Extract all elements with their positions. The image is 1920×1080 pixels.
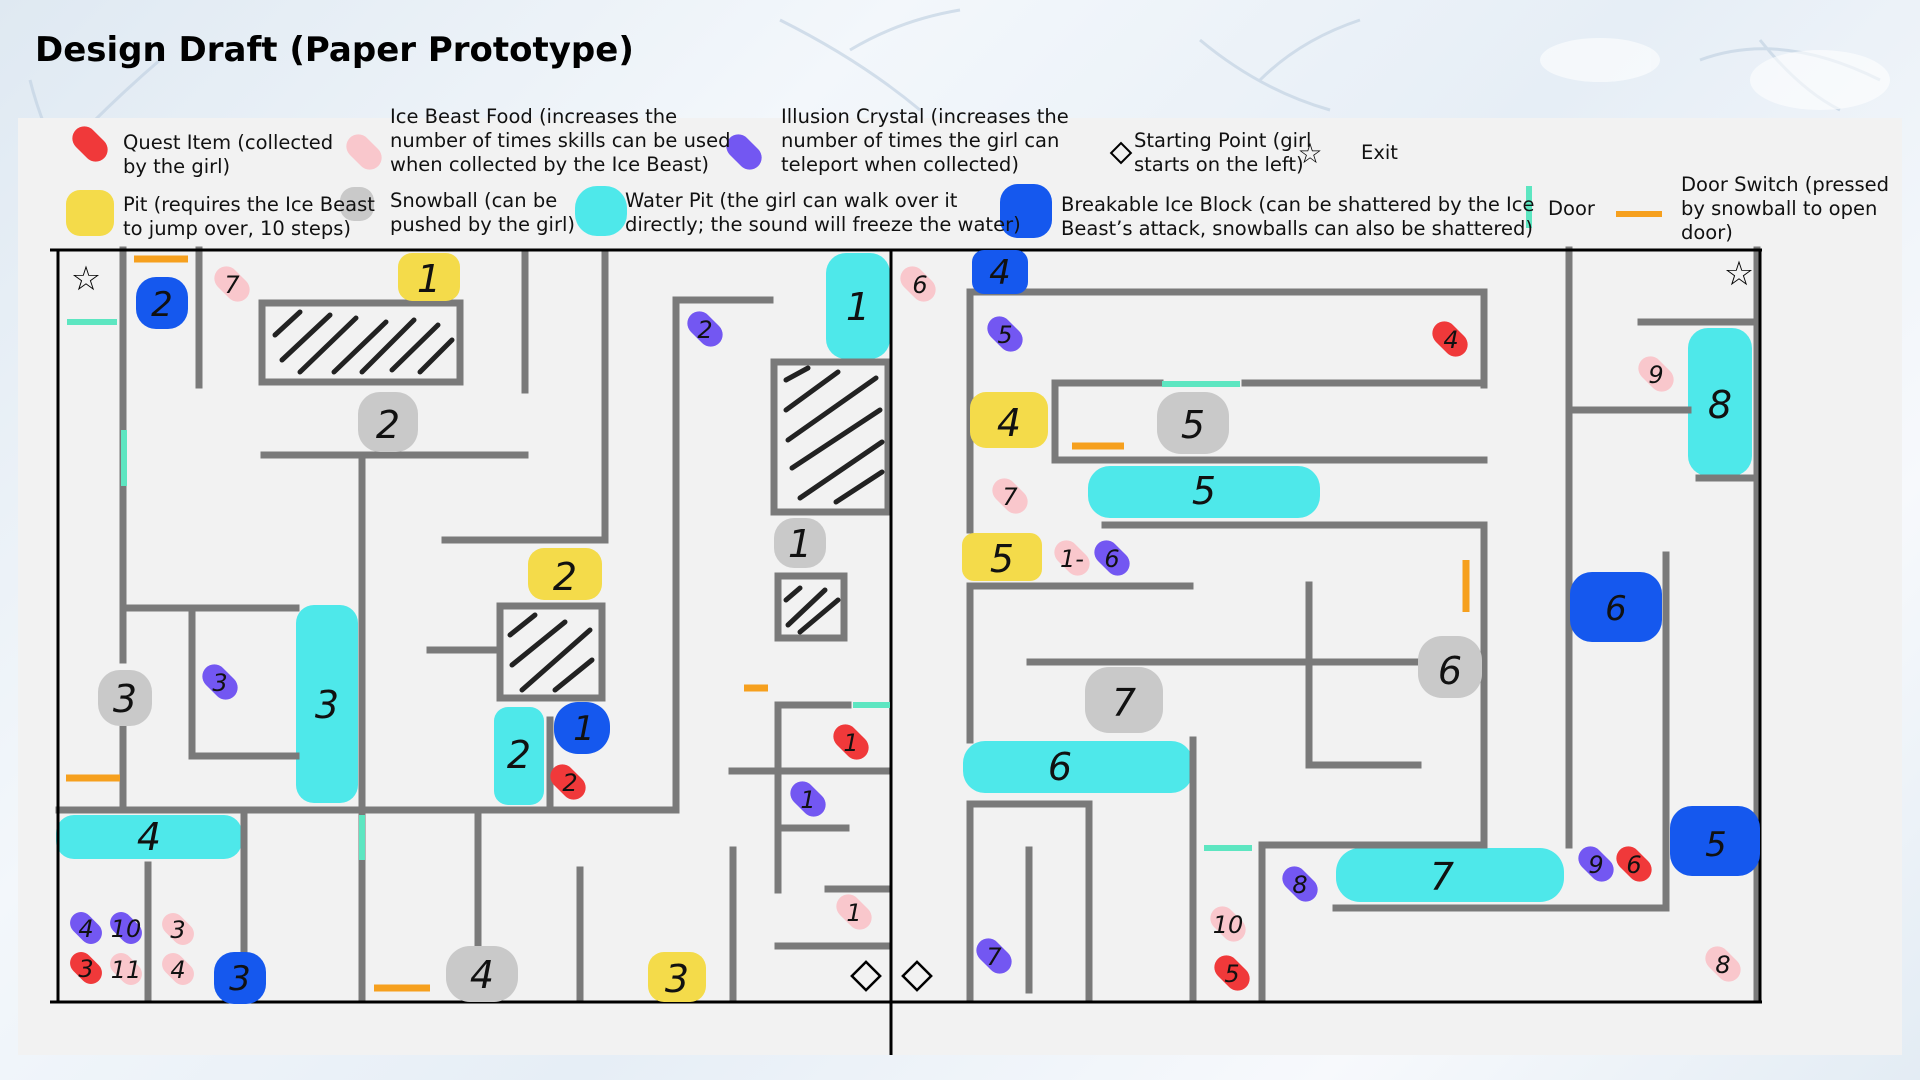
start-diamond-icon	[903, 962, 931, 990]
legend-exit: Exit	[1361, 141, 1398, 164]
legend-pit: Pit (requires the Ice Beast to jump over, 10 steps)	[123, 193, 375, 240]
legend-ice-block: Breakable Ice Block (can be shattered by the Ice Beast’s attack, snowballs can also be shattered)	[1061, 193, 1535, 240]
snowball-label: 1	[787, 522, 813, 566]
ice-block-label: 6	[1605, 589, 1627, 629]
ice-block-label: 4	[989, 253, 1011, 293]
snowball-label: 6	[1437, 649, 1463, 693]
ice-block-label: 1	[573, 709, 595, 749]
crystal-label: 9	[1588, 851, 1604, 879]
food-label: 7	[1002, 483, 1018, 511]
crystal-label: 5	[997, 321, 1013, 349]
food-label: 1	[846, 899, 862, 927]
legend-snowball: Snowball (can be pushed by the girl)	[390, 189, 575, 236]
snowball-label: 5	[1180, 403, 1206, 447]
pit-label: 1	[416, 257, 442, 301]
crystal-label: 3	[212, 669, 228, 697]
water-pit-label: 7	[1429, 855, 1455, 899]
hatched-obstacles	[275, 312, 882, 690]
quest-item-label: 5	[1224, 960, 1240, 988]
stack-label: 4	[170, 956, 186, 984]
pits	[398, 253, 1048, 1002]
pit-label: 3	[664, 957, 690, 1001]
stack-label: 3	[170, 916, 186, 944]
pit-label: 4	[996, 401, 1022, 445]
exit-star-icon: ☆	[1723, 254, 1755, 294]
water-pit-label: 4	[136, 815, 162, 859]
snowball-label: 3	[112, 677, 138, 721]
legend-door-switch: Door Switch (pressed by snowball to open door)	[1681, 173, 1890, 244]
crystal-label: 6	[1104, 545, 1120, 573]
snowball-label: 4	[469, 953, 495, 997]
snowball-label: 2	[375, 403, 401, 447]
food-label: 9	[1648, 361, 1664, 389]
water-pit-label: 3	[314, 683, 340, 727]
water-pit-label: 5	[1191, 469, 1217, 513]
water-pit-label: 1	[845, 285, 871, 329]
food-label: 8	[1715, 951, 1731, 979]
crystal-label: 7	[986, 943, 1002, 971]
crystal-label: 1	[800, 786, 816, 814]
legend-door: Door	[1548, 197, 1595, 220]
quest-item-label: 1	[843, 729, 859, 757]
legend-starting-point: Starting Point (girl starts on the left)	[1134, 129, 1312, 176]
door-switches	[66, 259, 1466, 988]
quest-item-label: 2	[562, 769, 578, 797]
food-pair-label: 1-	[1060, 545, 1084, 573]
stack-label: 11	[110, 956, 142, 984]
exit-star-icon: ☆	[70, 259, 102, 299]
quest-item-label: 6	[1626, 851, 1642, 879]
ice-block-label: 2	[151, 285, 173, 325]
pit-label: 2	[552, 555, 578, 599]
page-title: Design Draft (Paper Prototype)	[35, 30, 634, 70]
stack-label: 10	[110, 915, 142, 943]
ice-block-label: 5	[1705, 825, 1727, 865]
exit-star-icon: ☆	[1297, 137, 1323, 170]
legend-water-pit: Water Pit (the girl can walk over it directly; the sound will freeze the water)	[625, 189, 1021, 236]
water-pit-label: 8	[1707, 383, 1733, 427]
water-pit-label: 6	[1047, 745, 1073, 789]
crystal-label: 2	[697, 316, 713, 344]
water-pit-label: 2	[506, 733, 532, 777]
legend-quest-item: Quest Item (collected by the girl)	[123, 131, 334, 178]
stack-label: 4	[78, 915, 94, 943]
quest-item-label: 4	[1443, 326, 1459, 354]
legend-illusion-crystal: Illusion Crystal (increases the number of times the girl can teleport when collected)	[781, 105, 1069, 176]
food-label: 7	[224, 271, 240, 299]
food-label: 10	[1212, 911, 1244, 939]
water-pit-6	[963, 741, 1193, 793]
crystal-label: 8	[1292, 871, 1308, 899]
snowball-label: 7	[1111, 681, 1137, 725]
food-label: 6	[912, 271, 928, 299]
ice-block-label: 3	[229, 959, 251, 999]
start-diamond-icon	[852, 962, 880, 990]
legend-ice-beast-food: Ice Beast Food (increases the number of times skills can be used when collected by the Ice Beast)	[390, 105, 731, 176]
pit-label: 5	[989, 537, 1015, 581]
water-pits	[56, 253, 1755, 902]
stack-label: 3	[78, 955, 94, 983]
